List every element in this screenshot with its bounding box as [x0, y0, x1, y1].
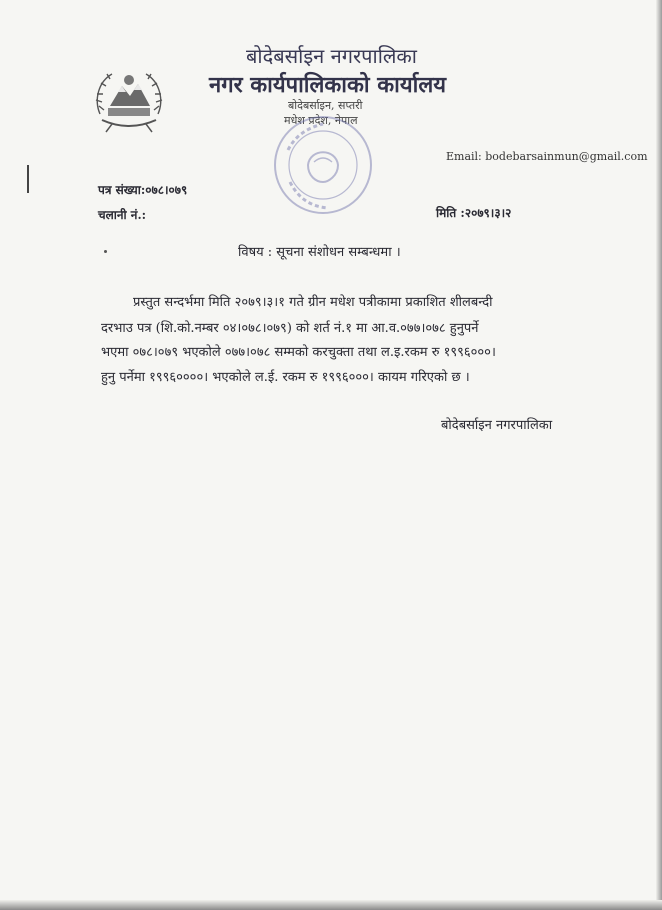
body-line-1: प्रस्तुत सन्दर्भमा मिति २०७९।३।१ गते ग्रीन मधेश पत्रीकामा प्रकाशित शीलबन्दी	[133, 295, 493, 310]
body-line-4: हुनु पर्नेमा १९९६००००। भएकोले ल.ई. रकम रु १९९६०००। कायम गरिएको छ ।	[101, 370, 470, 385]
address-line-2: मधेश प्रदेश, नेपाल	[284, 114, 358, 127]
subject-line: विषय : सूचना संशोधन सम्बन्धमा ।	[238, 245, 401, 260]
government-emblem-icon	[90, 62, 168, 136]
letter-date: मिति :२०७९।३।२	[436, 206, 512, 220]
stray-dot	[104, 250, 107, 253]
body-line-2: दरभाउ पत्र (शि.को.नम्बर ०४।०७८।०७९) को शर्त नं.१ मा आ.व.०७७।०७८ हुनुपर्ने	[101, 321, 479, 336]
municipality-name: बोदेबर्साइन नगरपालिका	[246, 44, 417, 68]
signature-block: बोदेबर्साइन नगरपालिका	[441, 418, 553, 433]
email-address: Email: bodebarsainmun@gmail.com	[446, 150, 648, 163]
scan-edge-right	[656, 0, 662, 910]
office-title: नगर कार्यपालिकाको कार्यालय	[209, 72, 446, 98]
address-line-1: बोदेबर्साइन, सप्तरी	[288, 99, 363, 112]
margin-mark	[27, 165, 29, 193]
body-line-3: भएमा ०७८।०७९ भएकोले ०७७।०७८ सम्मको करचुक्ता तथा ल.इ.रकम रु १९९६०००।	[101, 345, 496, 360]
scan-edge-bottom	[0, 900, 662, 910]
office-stamp	[268, 110, 378, 220]
letter-number: पत्र संख्या:०७८।०७९	[98, 183, 188, 197]
dispatch-number: चलानी नं.:	[98, 208, 147, 222]
